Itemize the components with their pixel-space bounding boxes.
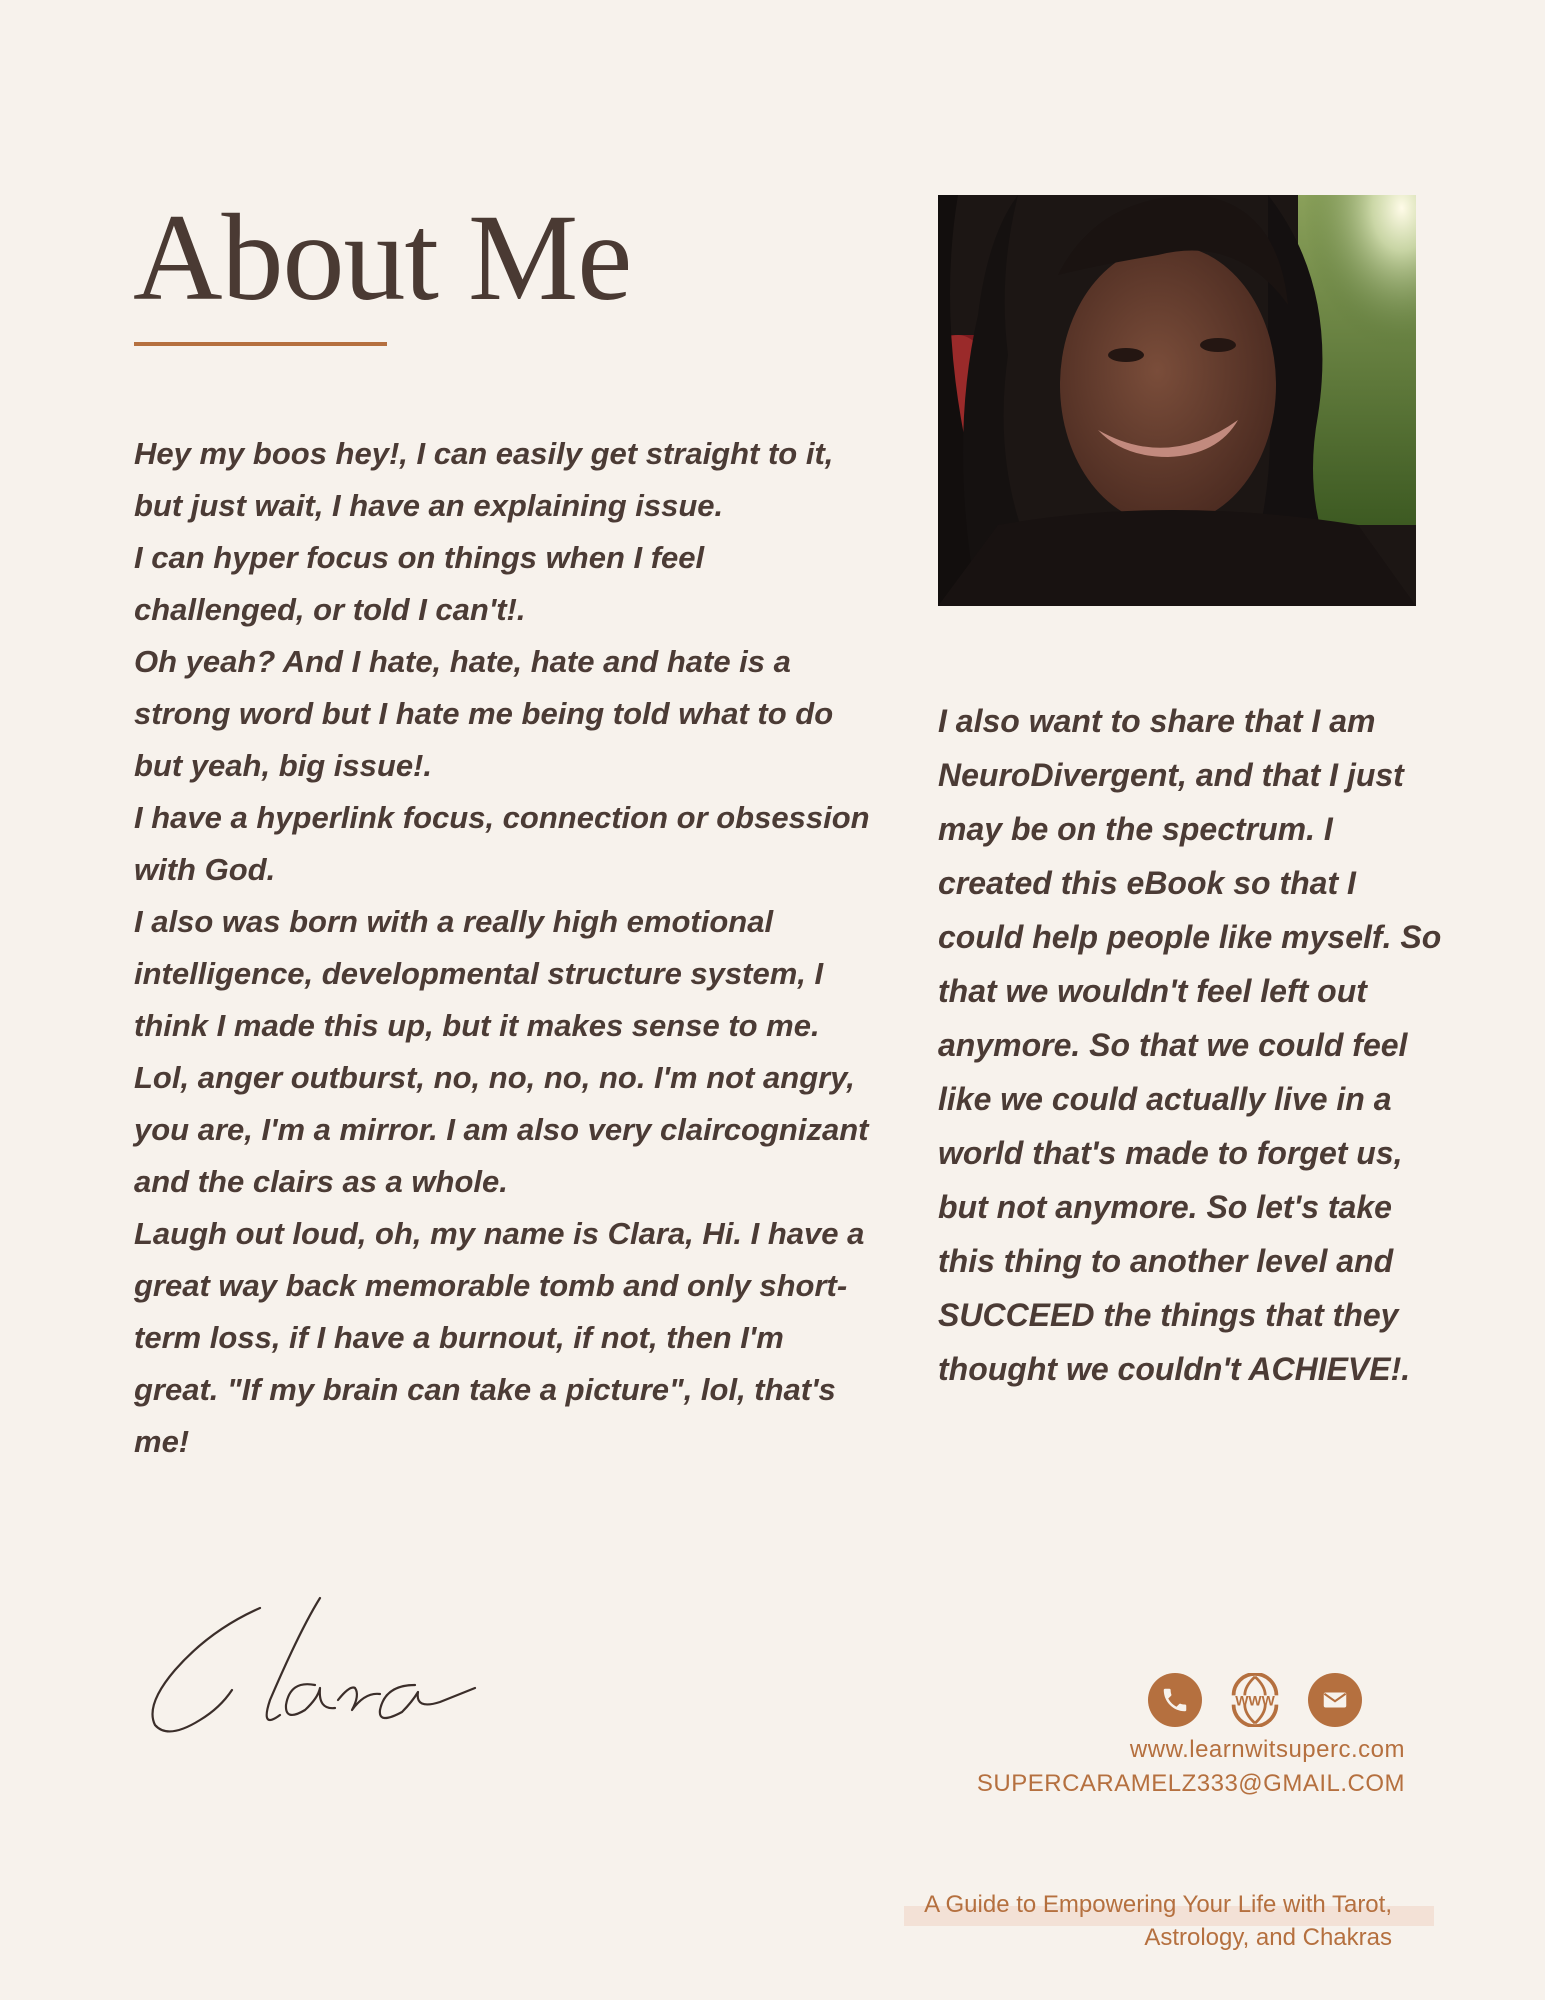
- signature: [140, 1590, 480, 1750]
- footer-line-1: A Guide to Empowering Your Life with Tarot,: [924, 1891, 1392, 1918]
- about-paragraph: Laugh out loud, oh, my name is Clara, Hi. I have a great way back memorable tomb and only short-term loss, if I have a burnout, if not, then I'm great. "If my brain can take a picture", lol, that's me!: [134, 1216, 865, 1459]
- footer-tagline: [792, 1888, 1392, 1954]
- title-underline: [134, 342, 387, 346]
- about-paragraph: I can hyper focus on things when I feel challenged, or told I can't!.: [134, 540, 705, 627]
- about-text-left: [134, 428, 874, 1468]
- about-paragraph: I have a hyperlink focus, connection or obsession with God.: [134, 800, 870, 887]
- author-photo: [938, 195, 1416, 606]
- website-link[interactable]: www.learnwitsuperc.com: [1129, 1736, 1405, 1763]
- page-title: About Me: [133, 189, 632, 326]
- about-paragraph: I also was born with a really high emotional intelligence, developmental structure system, I think I made this up, but it makes sense to me. Lol, anger outburst, no, no, no, no. I'm not angry, you are, I'm a mirror. I am also very claircognizant and the clairs as a whole.: [134, 904, 869, 1199]
- globe-www-icon[interactable]: [1228, 1673, 1282, 1727]
- phone-icon[interactable]: [1148, 1673, 1202, 1727]
- about-text-right: I also want to share that I am NeuroDivergent, and that I just may be on the spectrum. I created this eBook so that I could help people like myself. So that we wouldn't feel left out anymore. So that we could feel like we could actually live in a world that's made to forget us, but not anymore. So let's take this thing to another level and SUCCEED the things that they thought we couldn't ACHIEVE!.: [938, 703, 1442, 1387]
- about-paragraph: Oh yeah? And I hate, hate, hate and hate is a strong word but I hate me being told what to do but yeah, big issue!.: [134, 644, 834, 783]
- www-icon-text: WWW: [1235, 1692, 1275, 1709]
- about-paragraph: Hey my boos hey!, I can easily get straight to it, but just wait, I have an explaining issue.: [134, 436, 834, 523]
- contact-icons: [1148, 1673, 1362, 1727]
- email-link[interactable]: SUPERCARAMELZ333@GMAIL.COM: [976, 1770, 1405, 1797]
- footer-line-2: Astrology, and Chakras: [1144, 1924, 1392, 1951]
- mail-icon[interactable]: [1308, 1673, 1362, 1727]
